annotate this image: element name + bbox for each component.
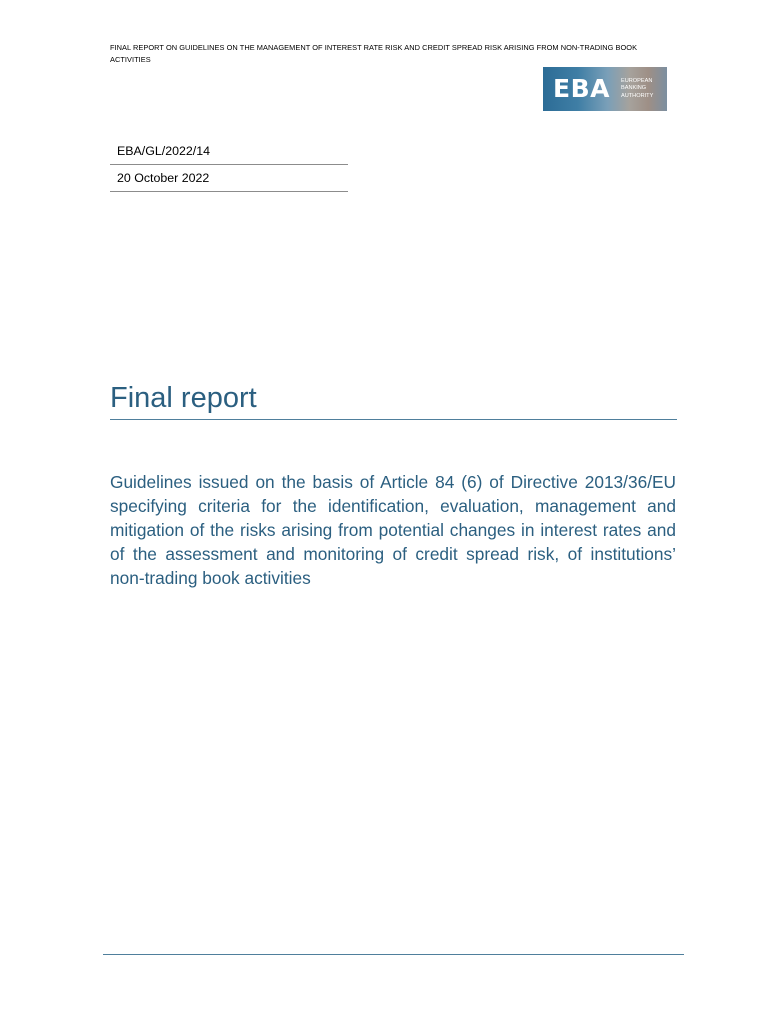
- reference-table: [110, 138, 348, 192]
- eba-logo: [543, 67, 667, 111]
- footer-divider: [103, 954, 684, 955]
- logo-name: [621, 78, 653, 100]
- report-subtitle: Guidelines issued on the basis of Article 84 (6) of Directive 2013/36/EU specifying criteria for the identification, evaluation, management and mitigation of the risks arising from potential changes in interest rates and of the assessment and monitoring of credit spread risk, of institutions’ non-trading book activities: [110, 472, 676, 588]
- document-reference: EBA/GL/2022/14: [110, 138, 348, 165]
- logo-name-line: AUTHORITY: [620, 92, 654, 99]
- page-title: Final report: [110, 378, 677, 420]
- logo-name-line: EUROPEAN: [620, 77, 653, 84]
- running-header: FINAL REPORT ON GUIDELINES ON THE MANAGEMENT OF INTEREST RATE RISK AND CREDIT SPREAD RISK ARISING FROM NON-TRADING BOOK ACTIVITIES: [110, 43, 638, 64]
- document-date: 20 October 2022: [110, 165, 348, 192]
- logo-mark: EBA: [553, 74, 610, 103]
- logo-name-line: BANKING: [620, 85, 647, 92]
